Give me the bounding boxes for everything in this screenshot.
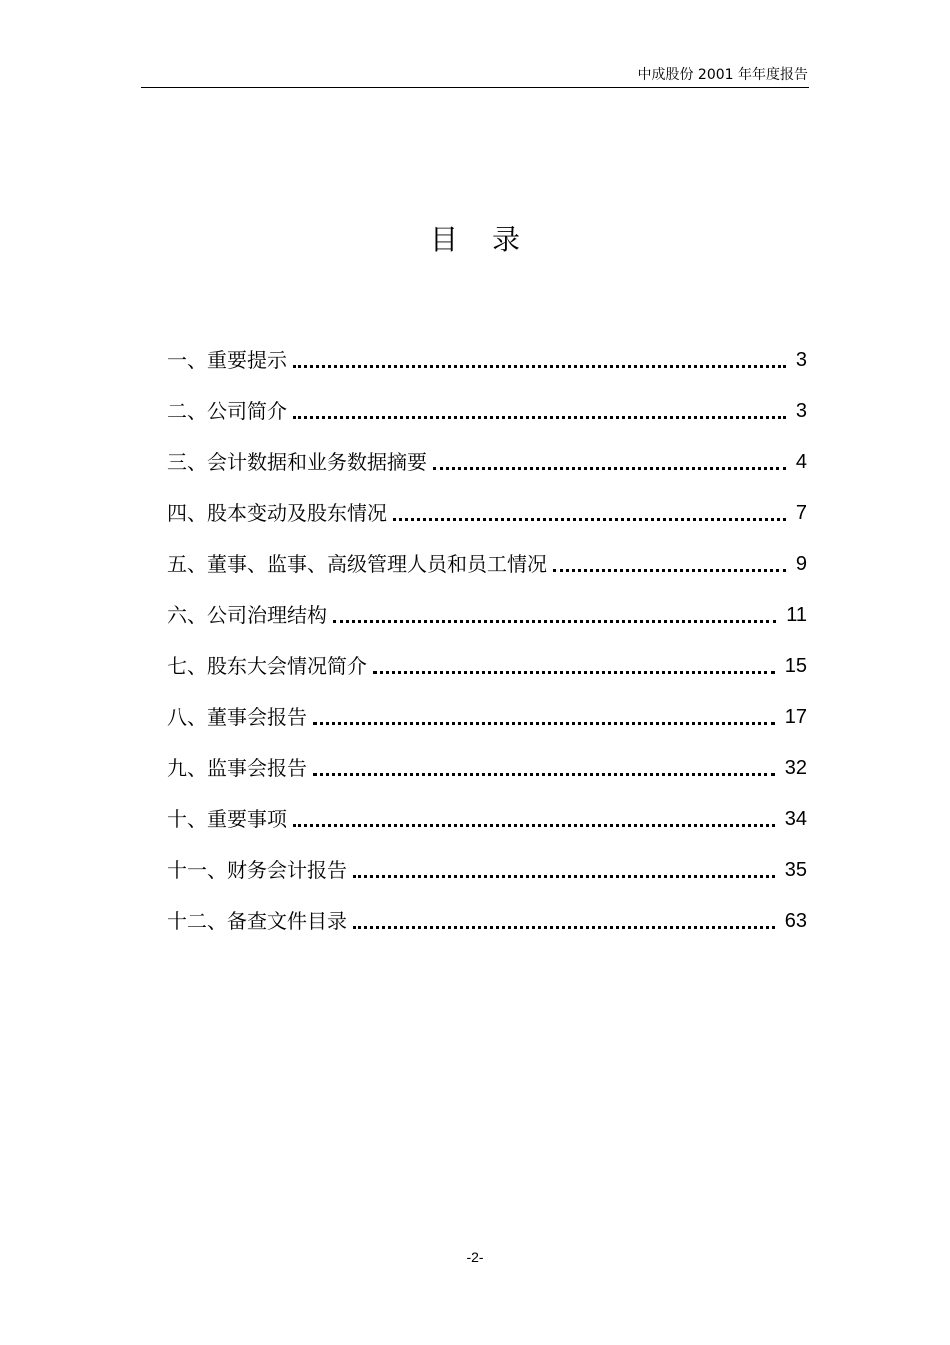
toc-entry-label: 六、公司治理结构 <box>167 603 327 627</box>
toc-entry-label: 七、股东大会情况简介 <box>167 654 367 678</box>
toc-entry <box>167 682 807 733</box>
toc-leader <box>353 875 775 878</box>
toc-leader <box>373 671 775 674</box>
toc-entry <box>167 835 807 886</box>
toc-entry-label: 四、股本变动及股东情况 <box>167 501 387 525</box>
toc-entry-label: 一、重要提示 <box>167 348 287 372</box>
toc-entry-label: 二、公司简介 <box>167 399 287 423</box>
toc-leader <box>293 416 786 419</box>
toc-entry-label: 五、董事、监事、高级管理人员和员工情况 <box>167 552 547 576</box>
toc-title: 目录 <box>429 223 554 256</box>
toc-entry-page: 15 <box>784 655 807 677</box>
toc-entry-page: 34 <box>784 808 807 830</box>
toc-entry <box>167 325 807 376</box>
toc-entry-page: 9 <box>795 553 807 575</box>
toc-entry-label: 十二、备查文件目录 <box>167 909 347 933</box>
toc-entry-label: 九、监事会报告 <box>167 756 307 780</box>
toc-entry-page: 35 <box>784 859 807 881</box>
header-rule <box>141 87 809 88</box>
toc-entry <box>167 376 807 427</box>
toc-entry-page: 3 <box>795 349 807 371</box>
toc-leader <box>393 518 786 521</box>
toc-entry-label: 十、重要事项 <box>167 807 287 831</box>
toc-list <box>167 325 807 937</box>
toc-leader <box>313 773 775 776</box>
toc-entry-page: 63 <box>784 910 807 932</box>
toc-leader <box>333 620 776 623</box>
toc-leader <box>293 365 786 368</box>
toc-entry <box>167 478 807 529</box>
toc-entry <box>167 886 807 937</box>
toc-entry-page: 11 <box>786 604 807 626</box>
toc-entry <box>167 427 807 478</box>
toc-entry <box>167 580 807 631</box>
toc-entry-label: 十一、财务会计报告 <box>167 858 347 882</box>
toc-leader <box>293 824 775 827</box>
toc-entry <box>167 784 807 835</box>
page-number: -2- <box>466 1249 484 1265</box>
toc-entry-label: 八、董事会报告 <box>167 705 307 729</box>
toc-entry <box>167 733 807 784</box>
toc-entry-page: 32 <box>784 757 807 779</box>
toc-entry-label: 三、会计数据和业务数据摘要 <box>167 450 427 474</box>
toc-leader <box>353 926 775 929</box>
toc-entry-page: 4 <box>795 451 807 473</box>
toc-entry <box>167 529 807 580</box>
toc-leader <box>313 722 775 725</box>
toc-entry <box>167 631 807 682</box>
toc-entry-page: 3 <box>795 400 807 422</box>
toc-leader <box>553 569 786 572</box>
toc-entry-page: 7 <box>795 502 807 524</box>
running-header: 中成股份 2001 年年度报告 <box>637 67 808 83</box>
toc-leader <box>433 467 786 470</box>
toc-entry-page: 17 <box>784 706 807 728</box>
